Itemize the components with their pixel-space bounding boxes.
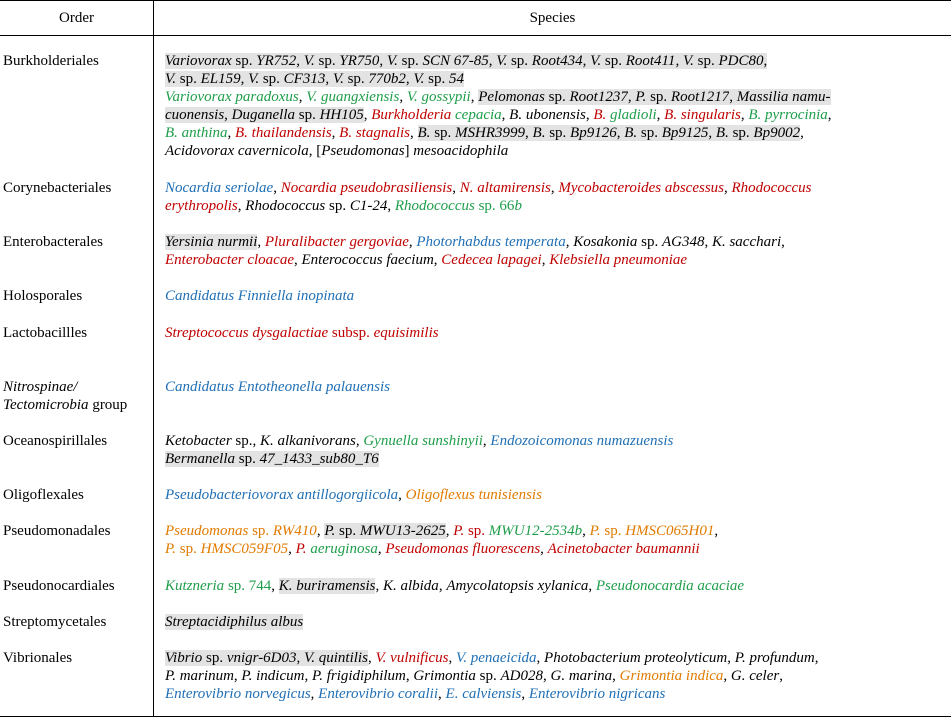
species-text: Bermanella [165, 451, 235, 467]
species-text: P. [295, 541, 307, 557]
species-text: Root1237 [569, 89, 628, 105]
species-text: Enterovibrio coralii [318, 686, 439, 702]
species-text: G. marina [550, 668, 613, 684]
species-text: K. buriramensis [278, 578, 376, 594]
species-text: , [525, 125, 533, 141]
species-text: , [405, 71, 414, 87]
species-text: Gynuella sunshinyii [363, 433, 483, 449]
species-text: V. guangxiensis [306, 89, 400, 105]
species-text: sp. [175, 71, 201, 87]
species-text: sp. [728, 125, 754, 141]
species-text: , [675, 53, 683, 69]
species-line [165, 378, 950, 396]
species-line [165, 124, 950, 142]
species-text: B. [624, 125, 638, 141]
species-text: Rhodococcus [245, 198, 326, 214]
species-text: , [296, 53, 304, 69]
species-text: 47_1433_sub80_T6 [259, 451, 379, 467]
species-text: , [727, 650, 735, 666]
species-text: , [452, 180, 460, 196]
species-text: , [612, 668, 620, 684]
species-text: YR750 [339, 53, 380, 69]
species-text: Duganella [231, 107, 295, 123]
species-text: RW410 [272, 523, 317, 539]
species-text: Rhodococcus [394, 198, 475, 214]
species-cell [165, 613, 950, 631]
order-cell: Pseudonocardiales [3, 578, 115, 594]
species-text: , [814, 650, 819, 666]
species-text: , [565, 234, 574, 250]
species-text: , [379, 53, 387, 69]
species-text: sp. [601, 53, 626, 69]
species-text: , [763, 53, 768, 69]
species-text: , [288, 541, 296, 557]
species-text: sp. [424, 71, 449, 87]
species-text: Variovorax [165, 53, 232, 69]
species-text: Bp9002 [753, 125, 801, 141]
species-line [165, 450, 950, 468]
species-text: , [298, 89, 307, 105]
species-text: , [708, 125, 716, 141]
species-text: sp. [693, 53, 719, 69]
species-text: , [375, 578, 383, 594]
species-text: , [363, 107, 372, 123]
species-text: subsp. [328, 325, 374, 341]
order-cell: Burkholderiales [3, 53, 99, 69]
species-text: , [331, 125, 340, 141]
species-text: Ketobacter [165, 433, 232, 449]
order-cell: Holosporales [3, 288, 83, 304]
species-text: , [405, 668, 414, 684]
species-text: E. calviensis [445, 686, 522, 702]
species-text: V. [386, 53, 398, 69]
species-text: , [410, 125, 418, 141]
species-text: , [582, 523, 590, 539]
species-text: Pseudonocardia acaciae [595, 578, 745, 594]
species-text: AD028 [500, 668, 543, 684]
table-bottom-rule [0, 716, 951, 717]
species-text: sp. [646, 89, 671, 105]
order-cell: Oligoflexales [3, 487, 84, 503]
species-text: , [488, 53, 497, 69]
species-text: Nocardia pseudobrasiliensis [280, 180, 453, 196]
order-cell: Oceanospirillales [3, 433, 108, 449]
species-text: sp. [475, 668, 501, 684]
species-text: sp. [430, 125, 456, 141]
species-text: Enterobacter cloacae [165, 252, 294, 268]
order-name-line2 [3, 396, 151, 414]
species-text: mesoacidophila [413, 143, 509, 159]
species-text: G. celer [730, 668, 780, 684]
species-text: Massilia namu- [736, 89, 831, 105]
species-text: V. quintilis [304, 650, 368, 666]
species-text: MWU12-2534b [488, 523, 583, 539]
species-text: B. thailandensis [235, 125, 332, 141]
species-text: , [723, 668, 731, 684]
species-text: , [827, 107, 832, 123]
species-text: , [521, 686, 529, 702]
species-text: EL159 [200, 71, 241, 87]
species-text: P. marinum [165, 668, 234, 684]
species-text: K. sacchari [711, 234, 782, 250]
species-text: cepacia [455, 107, 502, 123]
species-text: , [240, 71, 249, 87]
species-text: 770b2 [368, 71, 406, 87]
species-text: , [482, 433, 491, 449]
species-text: V. [413, 71, 425, 87]
species-cell [165, 432, 950, 468]
species-text: , [724, 180, 732, 196]
species-text: sp., [231, 433, 260, 449]
species-text: equisimilis [373, 325, 439, 341]
species-line [165, 649, 950, 667]
species-text: Burkholderia [371, 107, 452, 123]
species-text: Enterovibrio nigricans [528, 686, 666, 702]
species-text: V. [496, 53, 508, 69]
species-text: erythropolis [165, 198, 238, 214]
species-text: B. [715, 125, 729, 141]
species-text: , [585, 107, 594, 123]
species-text: Root411 [625, 53, 676, 69]
species-text: Photorhabdus temperata [416, 234, 566, 250]
species-text: sp. [464, 523, 489, 539]
species-line [165, 179, 950, 197]
species-text: V. penaeicida [456, 650, 537, 666]
species-text: Kutzneria [165, 578, 225, 594]
species-text: , [355, 433, 364, 449]
species-line [165, 432, 950, 450]
order-cell: Corynebacteriales [3, 180, 112, 196]
species-text: V. [682, 53, 694, 69]
species-line [165, 577, 950, 595]
species-text: Kosakonia [573, 234, 638, 250]
species-text: , [273, 180, 281, 196]
species-text: , [470, 89, 479, 105]
species-text: Oligoflexus tunisiensis [405, 487, 542, 503]
species-text: , [227, 125, 235, 141]
species-text: , [325, 71, 333, 87]
species-text: sp. [637, 234, 662, 250]
species-cell [165, 233, 950, 269]
species-text: , [387, 198, 395, 214]
species-text: Pseudobacteriovorax antillogorgiicola [165, 487, 399, 503]
species-text: B. stagnalis [339, 125, 411, 141]
order-name: Nitrospinae/ [3, 379, 78, 395]
species-text: , [316, 523, 325, 539]
species-text: , [704, 234, 712, 250]
species-text: , [233, 668, 242, 684]
species-text: V. [332, 71, 344, 87]
species-text: V. [165, 71, 176, 87]
species-cell [165, 522, 950, 558]
species-text: , [367, 650, 376, 666]
species-text: , [779, 668, 783, 684]
species-text: HMSC065H01 [625, 523, 715, 539]
species-text: sp. 66 [474, 198, 515, 214]
species-cell [165, 577, 950, 595]
species-text: Vibrio [165, 650, 203, 666]
species-cell [165, 486, 950, 504]
order-cell: Streptomycetales [3, 614, 107, 630]
species-text: P. [589, 523, 601, 539]
species-cell [165, 287, 950, 305]
species-cell [165, 378, 950, 396]
species-text: , [398, 487, 406, 503]
species-text: Photobacterium proteolyticum [544, 650, 728, 666]
species-line [165, 685, 950, 703]
species-line [165, 613, 950, 631]
species-line [165, 251, 950, 269]
species-text: YR752 [256, 53, 297, 69]
species-text: sp. 744 [224, 578, 272, 594]
species-text: Pseudomonas fluorescens [385, 541, 541, 557]
species-text: , [800, 125, 804, 141]
species-text: , [ [308, 143, 322, 159]
species-text: Bp9126 [570, 125, 617, 141]
species-text: sp. [175, 541, 201, 557]
species-text: , [781, 234, 785, 250]
species-text: , [541, 252, 550, 268]
species-text: cuonensis [165, 107, 225, 123]
species-text: P. indicum [241, 668, 305, 684]
header-species: Species [529, 10, 576, 26]
species-text: HH105 [319, 107, 364, 123]
species-text: CF313 [283, 71, 326, 87]
order-name-suffix: group [88, 397, 128, 413]
species-text: , [399, 89, 407, 105]
species-text: , [542, 668, 551, 684]
species-text: Grimontia [413, 668, 476, 684]
species-text: P. [635, 89, 647, 105]
species-text: MSHR3999 [455, 125, 526, 141]
species-text: , [237, 198, 246, 214]
species-text: Mycobacteroides abscessus [558, 180, 725, 196]
species-line [165, 197, 950, 215]
species-text: , [656, 107, 665, 123]
species-text: sp. [544, 89, 570, 105]
species-text: , [296, 650, 305, 666]
species-text: B. [532, 125, 546, 141]
order-cell: Pseudomonadales [3, 523, 111, 539]
order-cell: Lactobacillles [3, 325, 88, 341]
species-text: AG348 [661, 234, 705, 250]
column-divider [153, 0, 154, 716]
species-text: Root1217 [670, 89, 730, 105]
species-line [165, 667, 950, 685]
species-text: Enterococcus faecium [301, 252, 434, 268]
species-text: P. [165, 541, 176, 557]
species-text: aeruginosa [310, 541, 378, 557]
species-line [165, 70, 950, 88]
species-text: , [582, 53, 591, 69]
species-line [165, 540, 950, 558]
species-text: Nocardia seriolae [165, 180, 274, 196]
species-text: sp. [545, 125, 571, 141]
species-line [165, 522, 950, 540]
species-text: Variovorax paradoxus [165, 89, 299, 105]
species-text: C1-24 [349, 198, 388, 214]
species-text: sp. [202, 650, 227, 666]
species-text: , [257, 234, 265, 250]
species-text: Pseudomonas [321, 143, 405, 159]
species-text: , [408, 234, 417, 250]
species-text: Acidovorax cavernicola [165, 143, 309, 159]
species-text: P. [324, 523, 336, 539]
species-text: , [501, 107, 510, 123]
species-text: Candidatus Entotheonella palauensis [165, 379, 390, 395]
species-text: sp. [507, 53, 532, 69]
species-text: K. alkanivorans [260, 433, 356, 449]
species-text: , [729, 89, 737, 105]
species-text: B. [593, 107, 607, 123]
species-line [165, 52, 950, 70]
species-text: Pelomonas [478, 89, 545, 105]
species-text: Cedecea lapagei [441, 252, 542, 268]
species-line [165, 486, 950, 504]
species-line [165, 233, 950, 251]
species-text: 54 [449, 71, 464, 87]
species-line [165, 324, 950, 342]
species-text: , [438, 686, 446, 702]
species-text: , [433, 252, 442, 268]
species-text: , [293, 252, 302, 268]
table-top-rule [0, 0, 951, 1]
species-text: , [588, 578, 596, 594]
species-text: sp. [335, 523, 360, 539]
species-text: , [438, 578, 447, 594]
order-cell: Enterobacterales [3, 234, 103, 250]
species-text: sp. [637, 125, 662, 141]
species-text: Endozoicomonas numazuensis [490, 433, 674, 449]
species-text: Streptacidiphilus albus [165, 614, 304, 630]
species-text: , [616, 125, 625, 141]
species-line [165, 287, 950, 305]
species-text: V. gossypii [406, 89, 471, 105]
species-text: , [550, 180, 559, 196]
species-text: sp. [314, 53, 340, 69]
species-text: Klebsiella pneumoniae [549, 252, 688, 268]
species-text: sp. [397, 53, 423, 69]
species-text: Acinetobacter baumannii [547, 541, 700, 557]
species-text: sp. [234, 451, 260, 467]
species-text: , [304, 668, 312, 684]
species-text: B. pyrrocinia [748, 107, 828, 123]
species-text: N. altamirensis [459, 180, 551, 196]
species-text: MWU13-2625 [359, 523, 446, 539]
species-text: , [310, 686, 319, 702]
header-order: Order [59, 10, 94, 26]
species-text: PDC80 [718, 53, 764, 69]
species-line [165, 142, 950, 160]
species-text: Yersinia nurmii [165, 234, 258, 250]
order-cell: Vibrionales [3, 650, 73, 666]
species-text: Pluralibacter gergoviae [264, 234, 409, 250]
species-text: sp. [248, 523, 273, 539]
species-text: V. [590, 53, 602, 69]
species-text: sp. [325, 198, 350, 214]
species-text: sp. [295, 107, 320, 123]
species-text: ] [404, 143, 414, 159]
species-text: , [377, 541, 386, 557]
species-text: B. singularis [664, 107, 741, 123]
order-cell [3, 378, 151, 414]
species-text: , [627, 89, 636, 105]
species-text: sp. [231, 53, 257, 69]
species-text: B. [417, 125, 431, 141]
species-text: Bp9125 [661, 125, 709, 141]
species-text: B. ubonensis [509, 107, 586, 123]
species-text: Streptococcus dysgalactiae [165, 325, 329, 341]
species-text: V. [303, 53, 315, 69]
species-text: P. frigidiphilum [311, 668, 406, 684]
species-cell [165, 324, 950, 342]
species-text: sp. [600, 523, 626, 539]
species-text: Candidatus Finniella inopinata [165, 288, 355, 304]
species-text: , [740, 107, 749, 123]
species-text: Root434 [531, 53, 583, 69]
species-text: Amycolatopsis xylanica [446, 578, 589, 594]
species-text: sp. [343, 71, 369, 87]
species-text: P. profundum [734, 650, 815, 666]
species-text: b [514, 198, 522, 214]
species-text: SCN 67-85 [422, 53, 489, 69]
species-text: , [536, 650, 545, 666]
species-text: , [445, 523, 454, 539]
species-text: , [271, 578, 279, 594]
species-text: , [714, 523, 719, 539]
species-text: HMSC059F05 [200, 541, 289, 557]
species-text: vnigr-6D03 [226, 650, 297, 666]
species-text: , [448, 650, 456, 666]
header-rule [0, 35, 951, 36]
species-text: gladioli [610, 107, 657, 123]
species-text: V. vulnificus [375, 650, 449, 666]
species-text: sp. [259, 71, 284, 87]
species-text: B. anthina [165, 125, 228, 141]
species-text: Pseudomonas [165, 523, 249, 539]
species-line [165, 106, 950, 124]
species-cell [165, 52, 950, 160]
species-text: , [540, 541, 548, 557]
species-text: Rhodococcus [731, 180, 812, 196]
order-name-part: Tectomicrobia [3, 397, 89, 413]
species-text: , [224, 107, 232, 123]
species-cell [165, 179, 950, 215]
species-text: V. [248, 71, 260, 87]
species-text: Grimontia indica [619, 668, 724, 684]
species-cell [165, 649, 950, 703]
species-text: K. albida [382, 578, 439, 594]
species-text: P. [453, 523, 465, 539]
species-text: Enterovibrio norvegicus [165, 686, 311, 702]
species-line [165, 88, 950, 106]
